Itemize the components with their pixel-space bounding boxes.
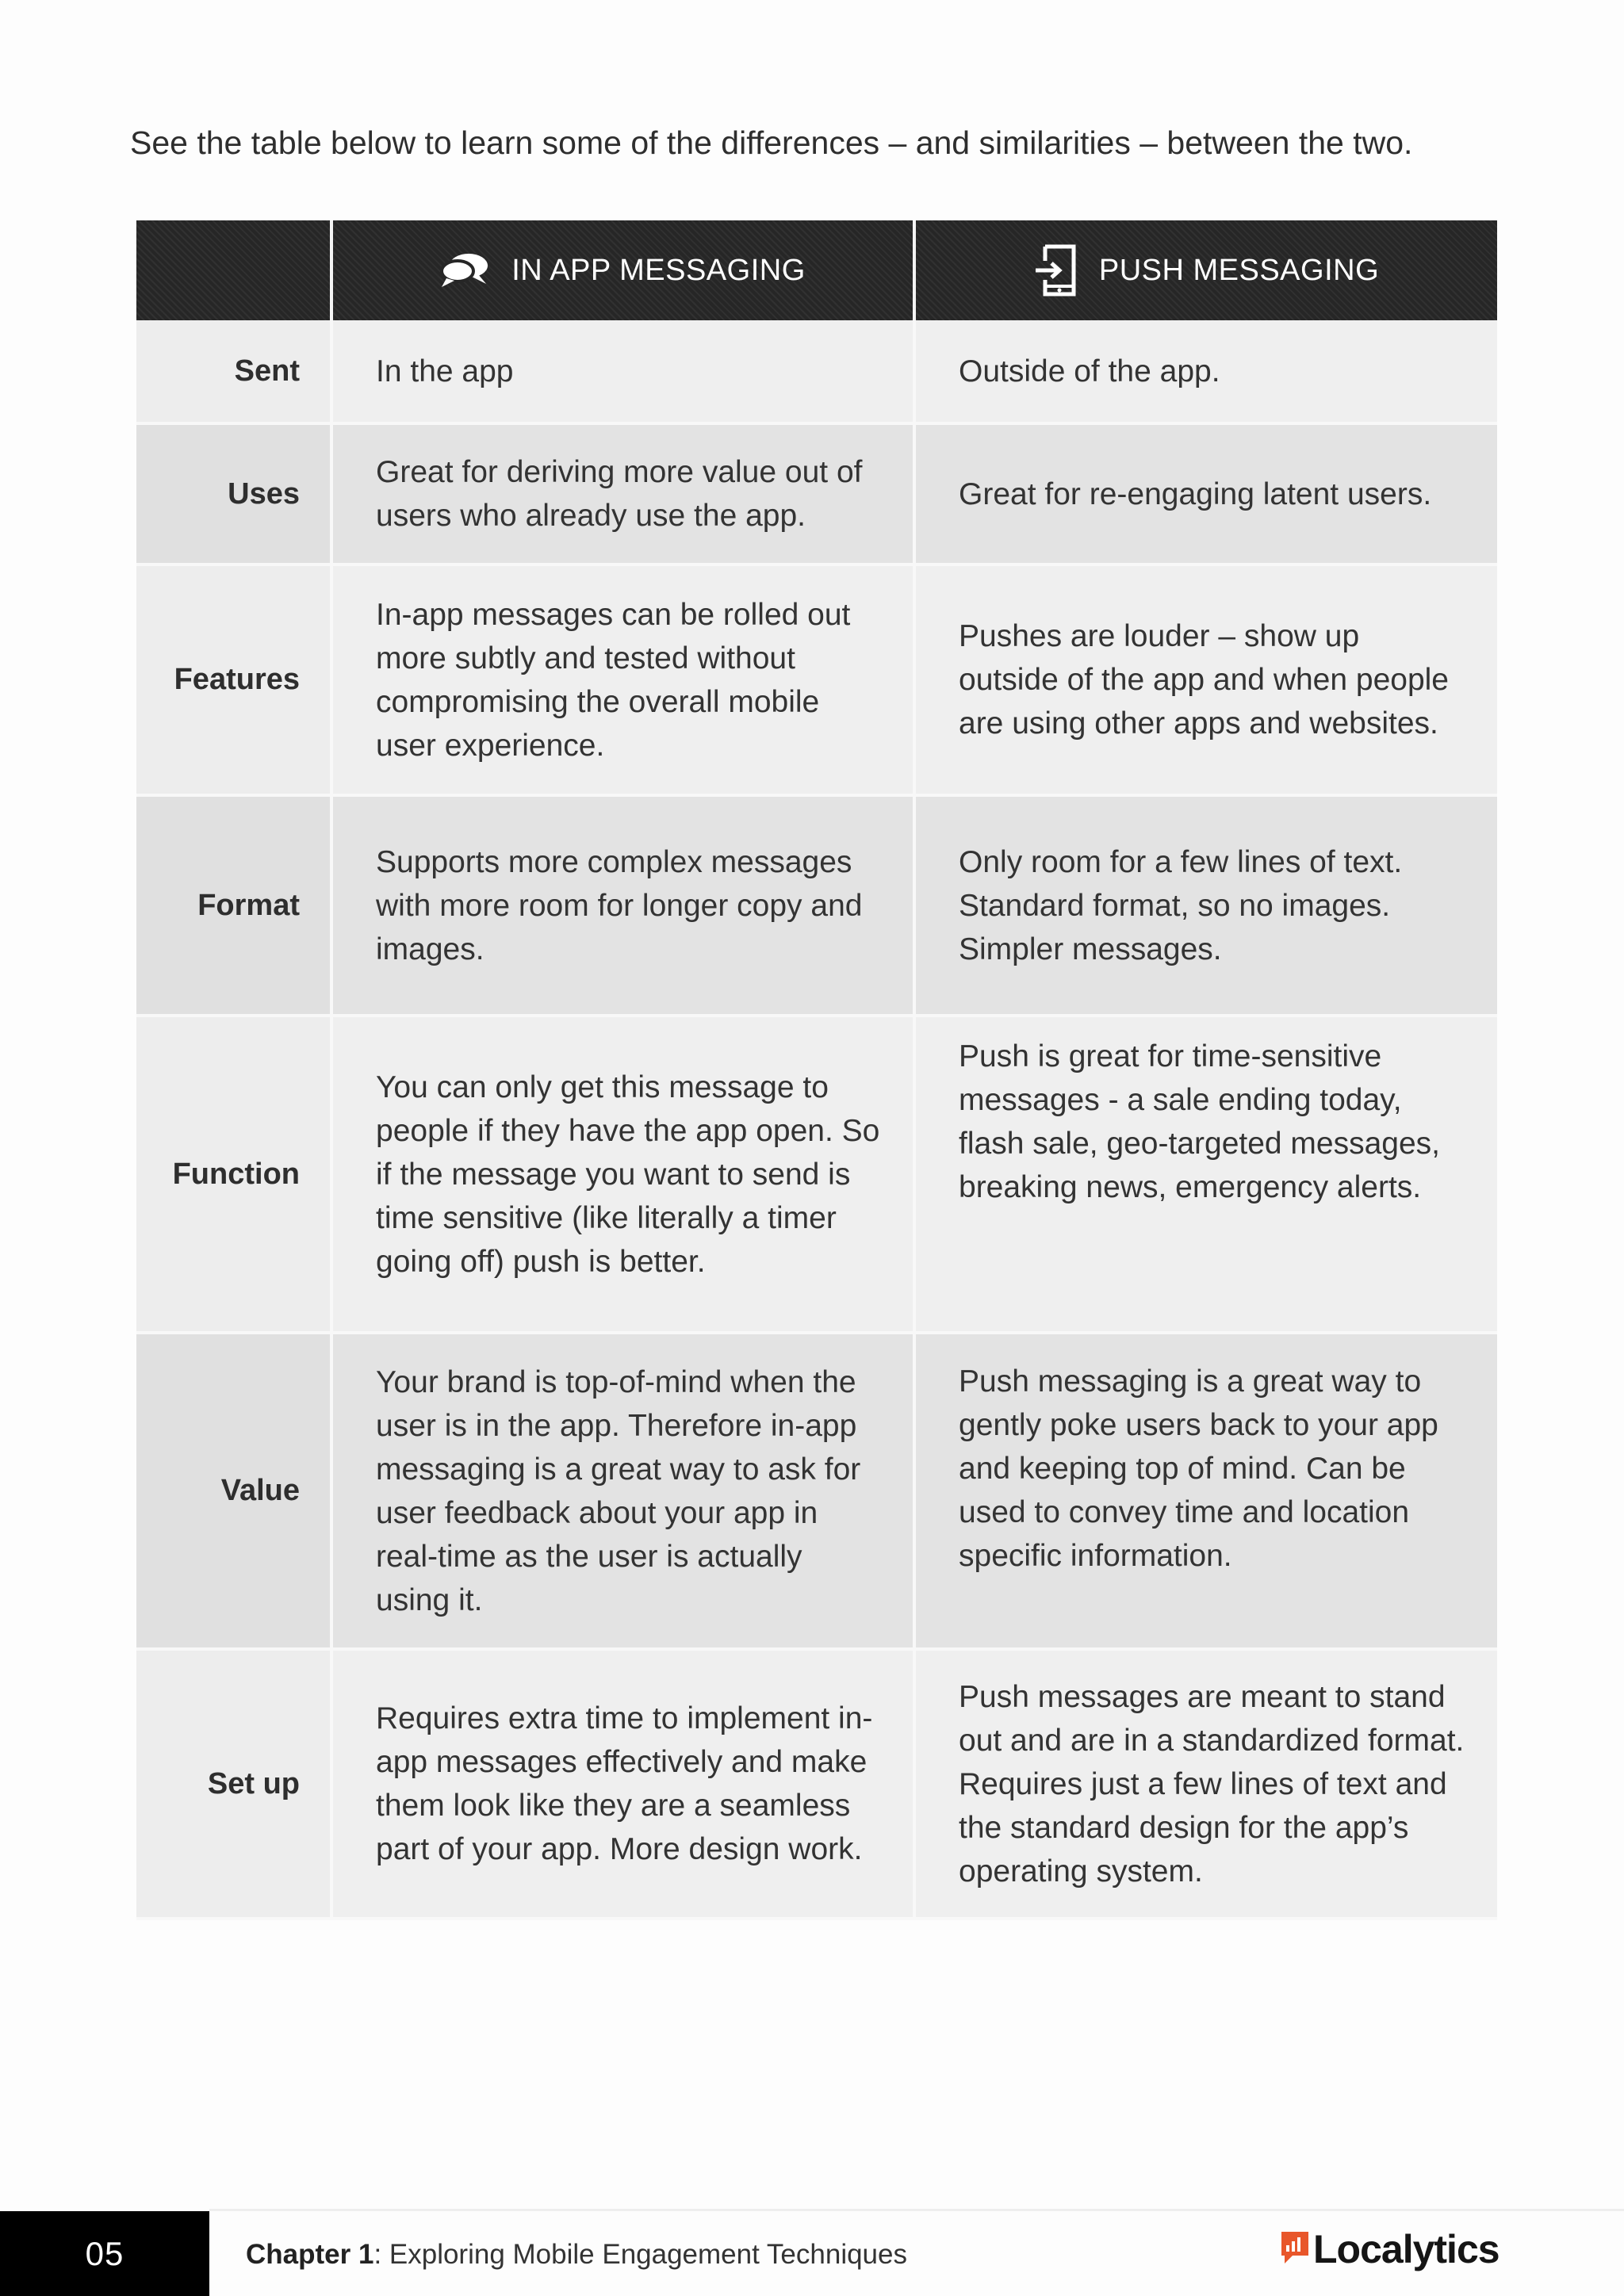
cell-push: Push messages are meant to stand out and are in a standardized format. Requires just a few lines of text and the standard design for the app’s operating system. <box>914 1649 1497 1919</box>
intro-text: See the table below to learn some of the differences – and similarities – between the two. <box>130 124 1413 161</box>
chapter-title <box>246 2233 907 2277</box>
row-label-uses: Uses <box>136 423 331 564</box>
page-number: 05 <box>0 2211 209 2296</box>
cell-push: Only room for a few lines of text. Standard format, so no images. Simpler messages. <box>914 795 1497 1016</box>
comparison-table <box>136 220 1497 1920</box>
cell-in-app: In the app <box>331 320 914 423</box>
cell-in-app: You can only get this message to people if they have the app open. So if the message you want to send is time sensitive (like literally a timer going off) push is better. <box>331 1016 914 1333</box>
chapter-name: : Exploring Mobile Engagement Techniques <box>373 2239 907 2270</box>
header-in-app-messaging <box>331 220 914 320</box>
cell-in-app: Great for deriving more value out of users who already use the app. <box>331 423 914 564</box>
footer-divider <box>209 2209 1624 2211</box>
header-corner-cell <box>136 220 331 320</box>
header-label-push: PUSH MESSAGING <box>1098 253 1380 287</box>
cell-push: Outside of the app. <box>914 320 1497 423</box>
cell-push: Great for re-engaging latent users. <box>914 423 1497 564</box>
chat-bubbles-icon <box>440 252 491 289</box>
logo-text: Localytics <box>1313 2227 1500 2271</box>
cell-in-app: Supports more complex messages with more room for longer copy and images. <box>331 795 914 1016</box>
row-label-value: Value <box>136 1333 331 1649</box>
cell-in-app: Requires extra time to implement in-app messages effectively and make them look like they are a seamless part of your app. More design work. <box>331 1649 914 1919</box>
chapter-label: Chapter 1 <box>246 2239 374 2270</box>
table-row <box>136 1333 1497 1649</box>
row-label-format: Format <box>136 795 331 1016</box>
table-header-row <box>136 220 1497 320</box>
row-label-sent: Sent <box>136 320 331 423</box>
row-label-set-up: Set up <box>136 1649 331 1919</box>
table-row <box>136 1016 1497 1333</box>
cell-push: Pushes are louder – show up outside of the app and when people are using other apps and websites. <box>914 564 1497 795</box>
header-push-messaging <box>914 220 1497 320</box>
cell-push: Push messaging is a great way to gently poke users back to your app and keeping top of mind. Can be used to convey time and location specific information. <box>914 1333 1497 1649</box>
localytics-logo <box>1281 2226 1500 2272</box>
row-label-function: Function <box>136 1016 331 1333</box>
phone-push-icon <box>1034 243 1078 297</box>
cell-in-app: Your brand is top-of-mind when the user is in the app. Therefore in-app messaging is a great way to ask for user feedback about your app in real-time as the user is actually using it. <box>331 1333 914 1649</box>
table-row <box>136 564 1497 795</box>
row-label-features: Features <box>136 564 331 795</box>
table-row <box>136 320 1497 423</box>
table-row <box>136 1649 1497 1919</box>
localytics-logo-icon <box>1281 2232 1308 2267</box>
table-row <box>136 795 1497 1016</box>
table-row <box>136 423 1497 564</box>
cell-push: Push is great for time-sensitive messages - a sale ending today, flash sale, geo-targeted messages, breaking news, emergency alerts. <box>914 1016 1497 1333</box>
header-label-in-app: IN APP MESSAGING <box>511 253 806 287</box>
cell-in-app: In-app messages can be rolled out more subtly and tested without compromising the overall mobile user experience. <box>331 564 914 795</box>
